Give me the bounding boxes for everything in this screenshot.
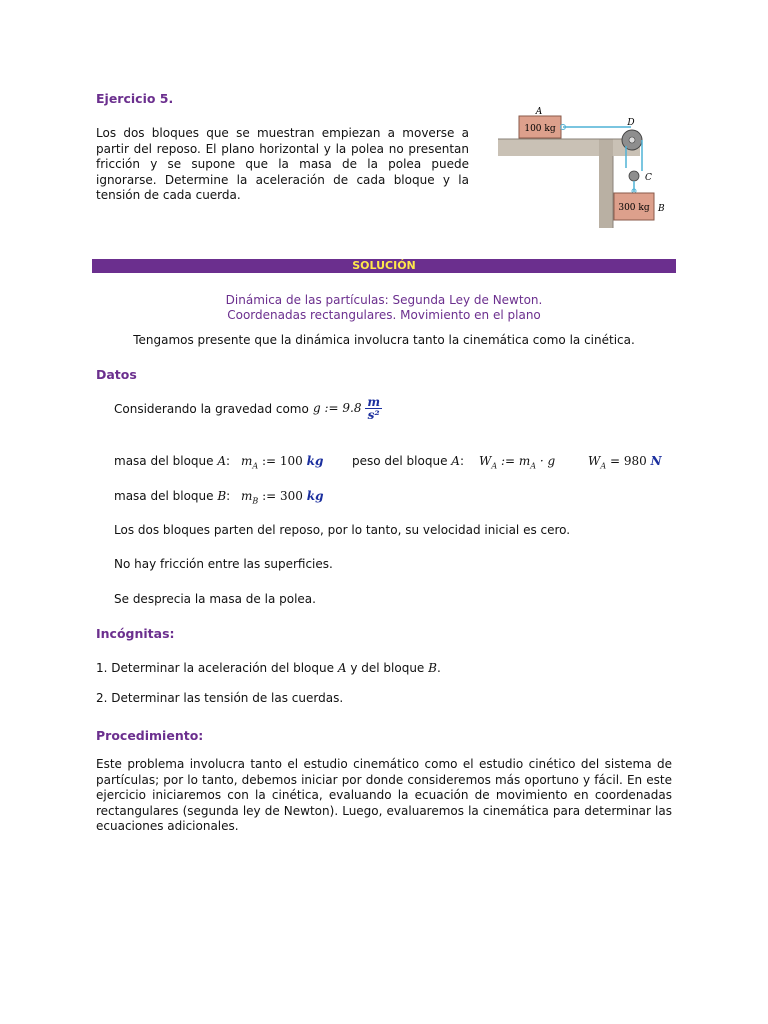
m-sym: m <box>241 489 253 503</box>
exercise-title: Ejercicio 5. <box>96 91 174 106</box>
weight-a-result <box>588 454 662 470</box>
topic-line-2: Coordenadas rectangulares. Movimiento en el plano <box>227 308 541 322</box>
mass-a-row <box>114 454 230 468</box>
mass-a-text: masa del bloque <box>114 454 214 468</box>
incognita-1 <box>96 661 441 675</box>
datos-heading: Datos <box>96 367 137 382</box>
mass-a-equation <box>241 454 323 470</box>
label-a: A <box>535 107 543 117</box>
incognita-2: 2. Determinar las tensión de las cuerdas. <box>96 691 344 705</box>
mass-b-val: := 300 <box>262 489 303 503</box>
sub-b: B <box>252 496 259 506</box>
incognita-1-pre: 1. Determinar la aceleración del bloque <box>96 661 335 675</box>
w-sym: W <box>479 454 492 468</box>
gravity-text: Considerando la gravedad como <box>114 402 309 416</box>
weight-a-row <box>352 454 464 468</box>
weight-var: A <box>451 454 460 468</box>
weight-def-tail: · g <box>539 454 556 468</box>
weight-text: peso del bloque <box>352 454 448 468</box>
topic-line-1: Dinámica de las partículas: Segunda Ley de Newton. <box>225 293 543 307</box>
weight-result: = 980 <box>609 454 647 468</box>
unit-kg: kg <box>306 489 324 503</box>
incognita-1-a: A <box>337 661 347 675</box>
incognita-1-end: . <box>436 661 441 675</box>
colon: : <box>226 489 231 503</box>
incognita-1-mid: y del bloque <box>350 661 425 675</box>
label-d: D <box>627 118 635 128</box>
friction-text: No hay fricción entre las superficies. <box>114 557 333 571</box>
mass-b-var: B <box>217 489 227 503</box>
mass-b-equation <box>241 489 323 505</box>
incognita-1-b: B <box>428 661 437 675</box>
pulley-text: Se desprecia la masa de la polea. <box>114 592 316 606</box>
unit-n: N <box>650 454 662 468</box>
exercise-statement: Los dos bloques que se muestran empiezan a moverse a partir del reposo. El plano horizontal y la polea no presentan fricción y se supone que la masa de la polea puede ignorarse. Determine la aceleración de cada bloque y la tensión de cada cuerda. <box>96 126 469 202</box>
procedimiento-heading: Procedimiento: <box>96 728 204 743</box>
block-b-label: 300 kg <box>618 203 650 213</box>
sub-a: A <box>600 461 607 471</box>
rest-text: Los dos bloques parten del reposo, por lo tanto, su velocidad inicial es cero. <box>114 523 571 537</box>
mass-b-text: masa del bloque <box>114 489 214 503</box>
w-sym: W <box>588 454 601 468</box>
colon: : <box>226 454 231 468</box>
pulley-figure <box>495 104 675 228</box>
g-unit-den: s² <box>367 408 380 422</box>
mass-a-val: := 100 <box>262 454 303 468</box>
weight-def: := m <box>500 454 531 468</box>
label-c: C <box>645 173 652 183</box>
pulley-c <box>629 171 639 181</box>
intro-text: Tengamos presente que la dinámica involucra tanto la cinemática como la cinética. <box>133 333 635 347</box>
mass-b-row <box>114 489 230 503</box>
incognitas-heading: Incógnitas: <box>96 626 175 641</box>
sub-a: A <box>530 461 537 471</box>
gravity-equation <box>313 396 382 421</box>
block-a-label: 100 kg <box>524 124 556 134</box>
procedimiento-text: Este problema involucra tanto el estudio cinemático como el estudio cinético del sistema de partículas; por lo tanto, debemos iniciar por donde consideremos más oportuno y fácil. En este ejercicio iniciaremos con la cinética, evaluando la ecuación de movimiento en coordenadas rectangulares (segunda ley de Newton). Luego, evaluaremos la cinemática para determinar las ecuaciones adicionales. <box>96 757 672 833</box>
sub-a: A <box>252 461 259 471</box>
m-sym: m <box>241 454 253 468</box>
horizontal-plane <box>498 139 640 156</box>
unit-kg: kg <box>306 454 324 468</box>
label-b: B <box>658 204 665 214</box>
weight-a-equation <box>479 454 555 470</box>
mass-a-var: A <box>217 454 227 468</box>
g-unit <box>365 396 382 421</box>
g-unit-num: m <box>367 395 381 409</box>
solution-bar: SOLUCIÓN <box>92 259 676 273</box>
sub-a: A <box>491 461 498 471</box>
g-lhs: g := 9.8 <box>313 401 362 415</box>
vertical-wall <box>599 139 613 228</box>
colon: : <box>459 454 465 468</box>
